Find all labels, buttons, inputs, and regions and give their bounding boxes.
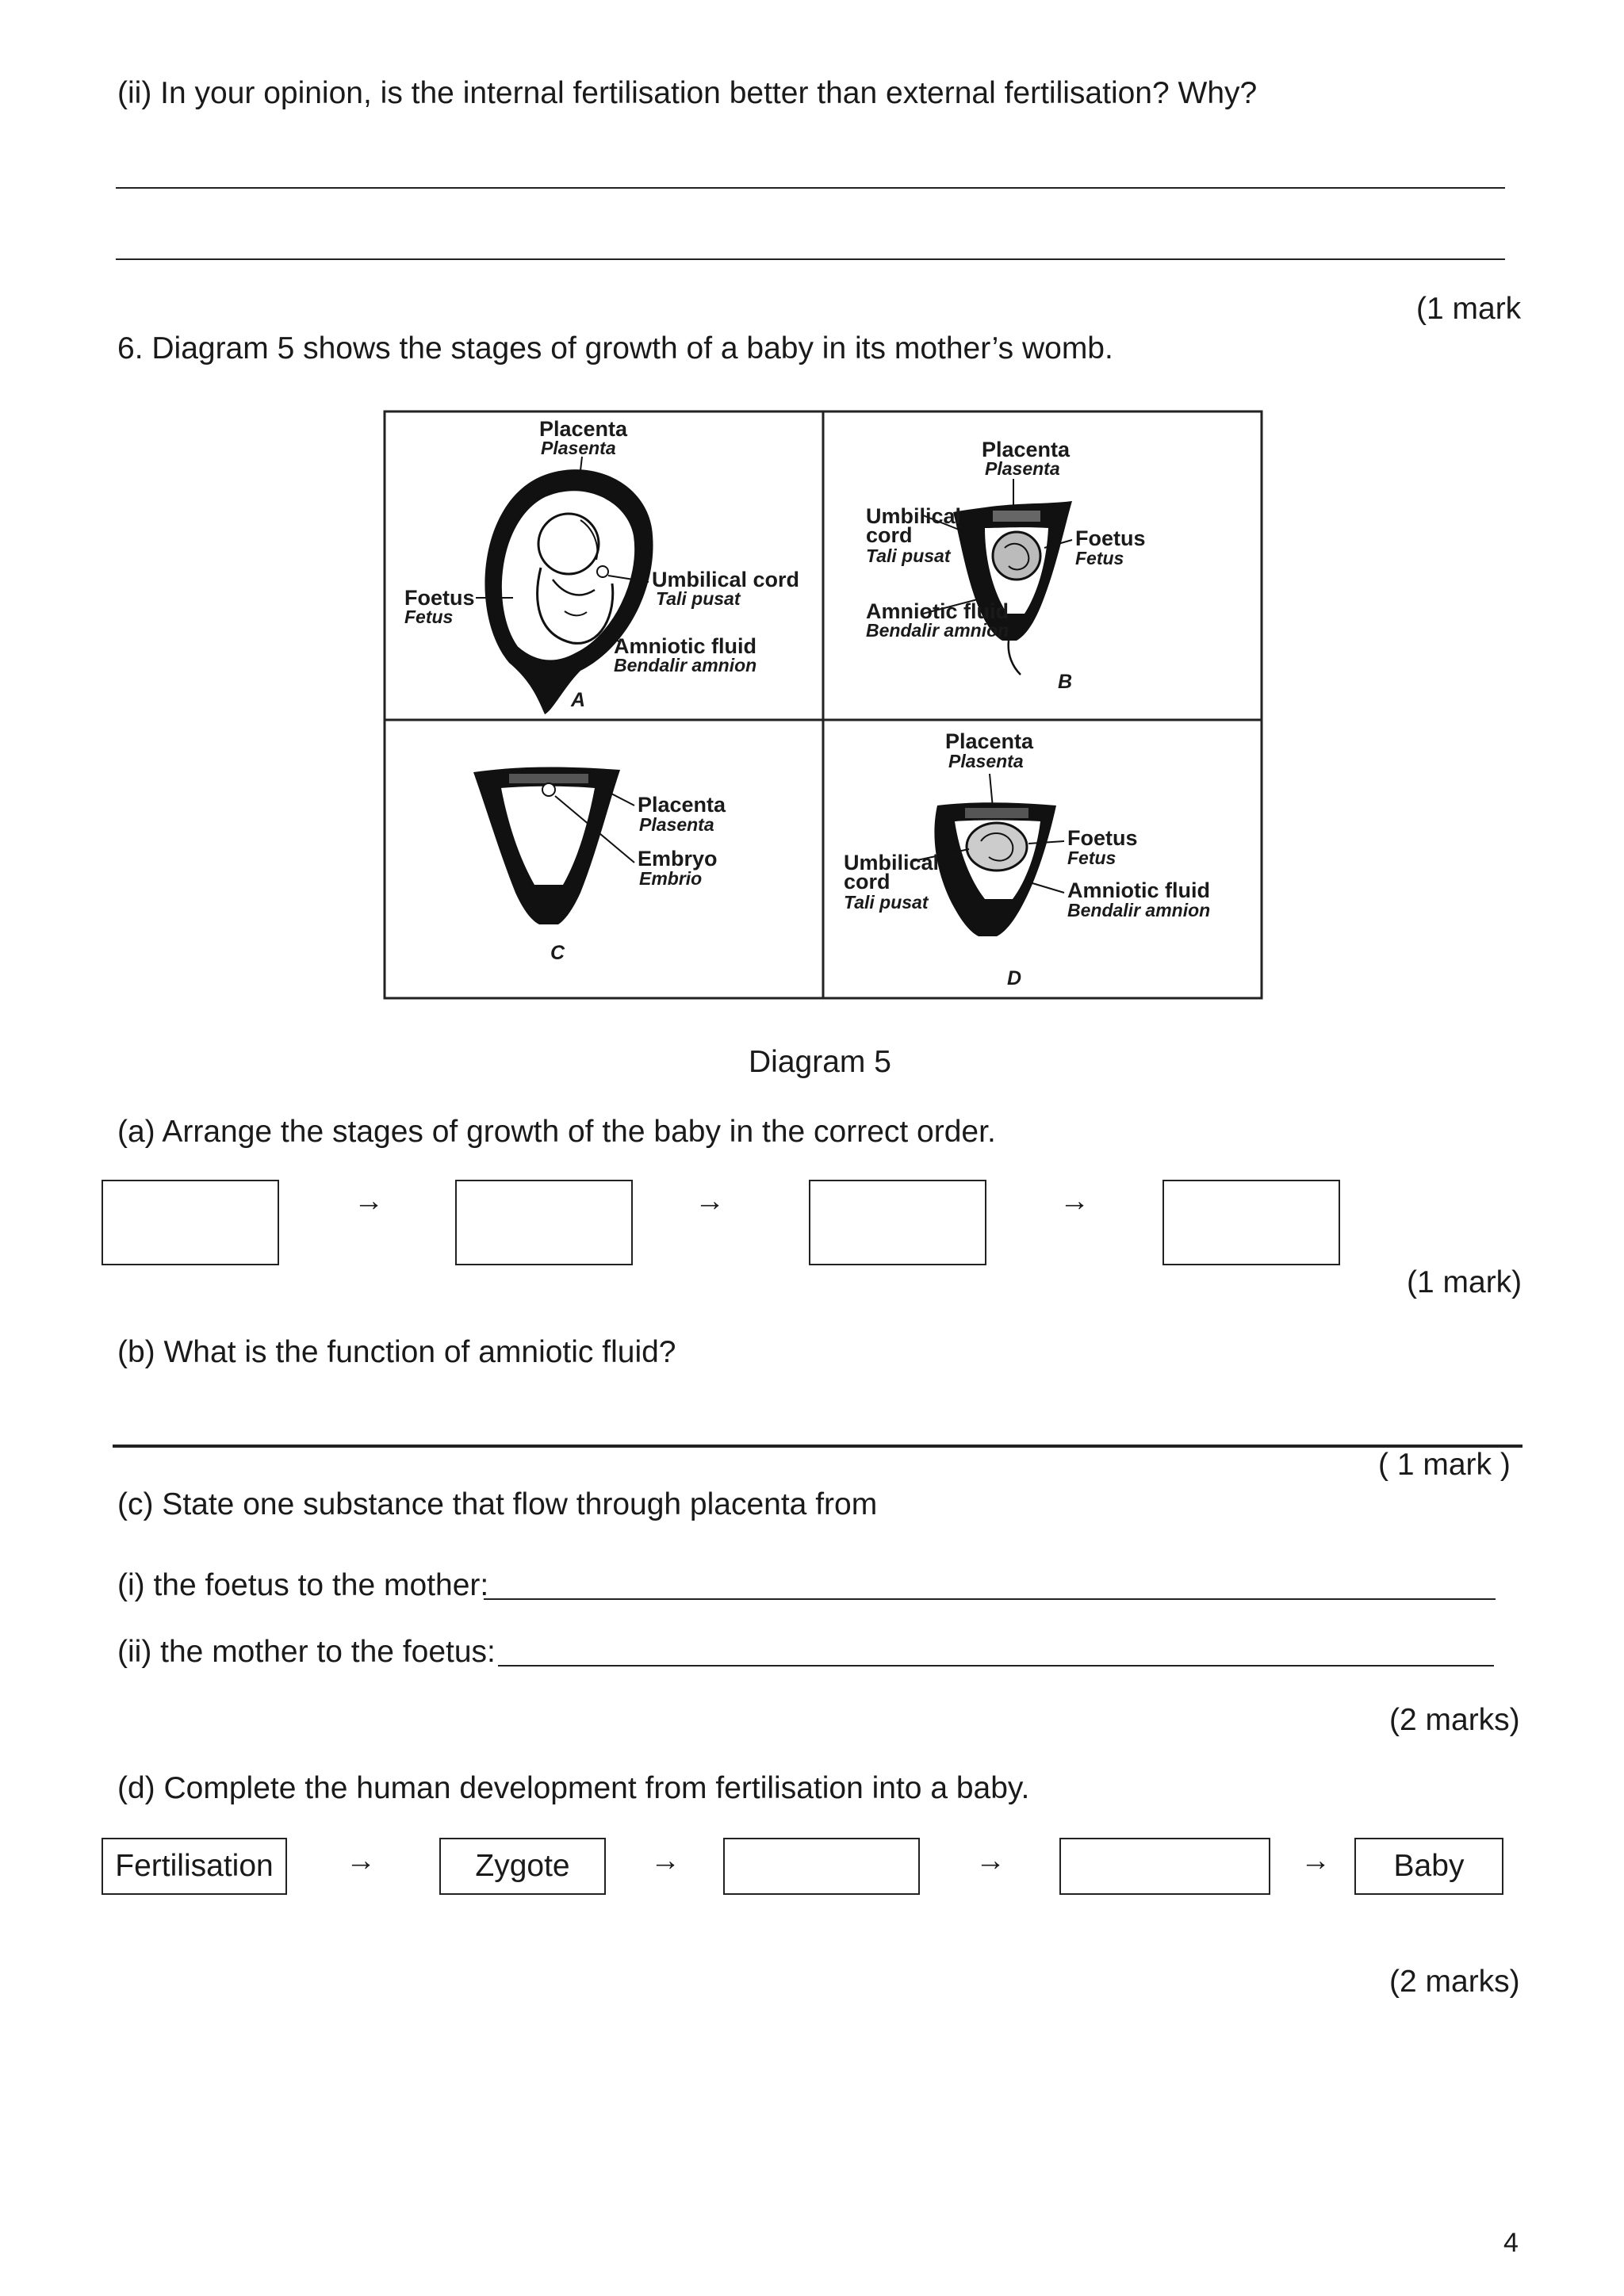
panel-b — [866, 438, 1146, 693]
question-5-ii: (ii) In your opinion, is the internal fertilisation better than external fertilisation? Why? — [117, 76, 1258, 110]
panel-b-amniotic-ms-label: Bendalir amnion — [866, 620, 1009, 641]
answer-line[interactable] — [498, 1665, 1494, 1667]
question-6d: (d) Complete the human development from fertilisation into a baby. — [117, 1771, 1030, 1805]
mark-label: (2 marks) — [1389, 1965, 1520, 1999]
panel-a-umbilical-label: Umbilical cord — [652, 568, 800, 591]
answer-line[interactable] — [116, 258, 1505, 260]
mark-label: (1 mark) — [1407, 1265, 1522, 1299]
panel-d — [844, 729, 1210, 989]
order-answer-box-1[interactable] — [102, 1180, 279, 1265]
zygote-box: Zygote — [439, 1838, 606, 1895]
panel-a-amniotic-ms-label: Bendalir amnion — [614, 655, 757, 675]
panel-a-foetus-ms-label: Fetus — [404, 607, 454, 627]
development-answer-box-2[interactable] — [1059, 1838, 1270, 1895]
panel-a-umbilical-ms-label: Tali pusat — [656, 588, 741, 609]
panel-a-foetus-label: Foetus — [404, 586, 475, 610]
panel-b-umbilical-label-1: Umbilical — [866, 504, 962, 528]
panel-c-placenta-ms-label: Plasenta — [639, 814, 714, 835]
answer-line[interactable] — [484, 1598, 1496, 1600]
arrow-icon: → — [975, 1844, 1005, 1877]
panel-d-amniotic-ms-label: Bendalir amnion — [1067, 900, 1211, 920]
mark-label: ( 1 mark ) — [1378, 1448, 1511, 1482]
panel-a-amniotic-label: Amniotic fluid — [614, 634, 756, 658]
panel-c — [473, 767, 726, 964]
panel-d-letter: D — [1007, 967, 1022, 989]
panel-c-placenta-label: Placenta — [638, 793, 726, 817]
baby-box: Baby — [1354, 1838, 1503, 1895]
panel-a-placenta-ms-label: Plasenta — [541, 438, 616, 458]
arrow-icon: → — [346, 1844, 376, 1877]
development-answer-box-1[interactable] — [723, 1838, 920, 1895]
panel-b-foetus-label: Foetus — [1075, 526, 1146, 550]
panel-d-placenta-label: Placenta — [945, 729, 1034, 753]
panel-a-placenta-label: Placenta — [539, 417, 628, 441]
panel-d-foetus-ms-label: Fetus — [1067, 848, 1116, 868]
mark-label: (1 mark — [1416, 292, 1522, 326]
panel-b-amniotic-label: Amniotic fluid — [866, 599, 1009, 623]
mark-label: (2 marks) — [1389, 1703, 1520, 1737]
arrow-icon: → — [695, 1184, 725, 1218]
answer-line[interactable] — [116, 187, 1505, 189]
diagram-5-womb-stages — [382, 409, 1264, 1001]
panel-c-embryo-ms-label: Embrio — [639, 868, 703, 889]
panel-d-placenta-ms-label: Plasenta — [948, 751, 1024, 771]
panel-c-embryo-label: Embryo — [638, 847, 718, 871]
fertilisation-box: Fertilisation — [102, 1838, 287, 1895]
diagram-caption: Diagram 5 — [749, 1045, 891, 1079]
question-6c-i: (i) the foetus to the mother: — [117, 1568, 489, 1602]
panel-d-umbilical-ms-label: Tali pusat — [844, 892, 929, 913]
panel-d-amniotic-label: Amniotic fluid — [1067, 878, 1210, 902]
panel-a — [404, 417, 799, 714]
question-6-intro: 6. Diagram 5 shows the stages of growth of a baby in its mother’s womb. — [117, 331, 1113, 365]
question-6c-ii: (ii) the mother to the foetus: — [117, 1635, 496, 1669]
panel-a-letter: A — [571, 689, 586, 711]
order-answer-box-3[interactable] — [809, 1180, 986, 1265]
question-6b: (b) What is the function of amniotic fluid? — [117, 1335, 676, 1369]
panel-c-letter: C — [550, 942, 565, 964]
arrow-icon: → — [1059, 1184, 1090, 1218]
panel-b-letter: B — [1058, 671, 1073, 693]
answer-line[interactable] — [113, 1445, 1522, 1448]
panel-b-foetus-ms-label: Fetus — [1075, 548, 1124, 568]
question-6a: (a) Arrange the stages of growth of the baby in the correct order. — [117, 1115, 996, 1149]
panel-b-placenta-ms-label: Plasenta — [985, 458, 1060, 479]
arrow-icon: → — [1300, 1844, 1331, 1877]
panel-d-foetus-label: Foetus — [1067, 826, 1138, 850]
order-answer-box-2[interactable] — [455, 1180, 633, 1265]
arrow-icon: → — [650, 1844, 680, 1877]
page-number: 4 — [1503, 2228, 1519, 2258]
panel-b-umbilical-ms-label: Tali pusat — [866, 545, 951, 566]
question-6c: (c) State one substance that flow through placenta from — [117, 1487, 878, 1521]
order-answer-box-4[interactable] — [1162, 1180, 1340, 1265]
arrow-icon: → — [354, 1184, 384, 1218]
panel-d-umbilical-label-1: Umbilical — [844, 851, 940, 874]
panel-b-umbilical-label-2: cord — [866, 523, 913, 547]
panel-d-umbilical-label-2: cord — [844, 870, 891, 894]
panel-b-placenta-label: Placenta — [982, 438, 1071, 461]
